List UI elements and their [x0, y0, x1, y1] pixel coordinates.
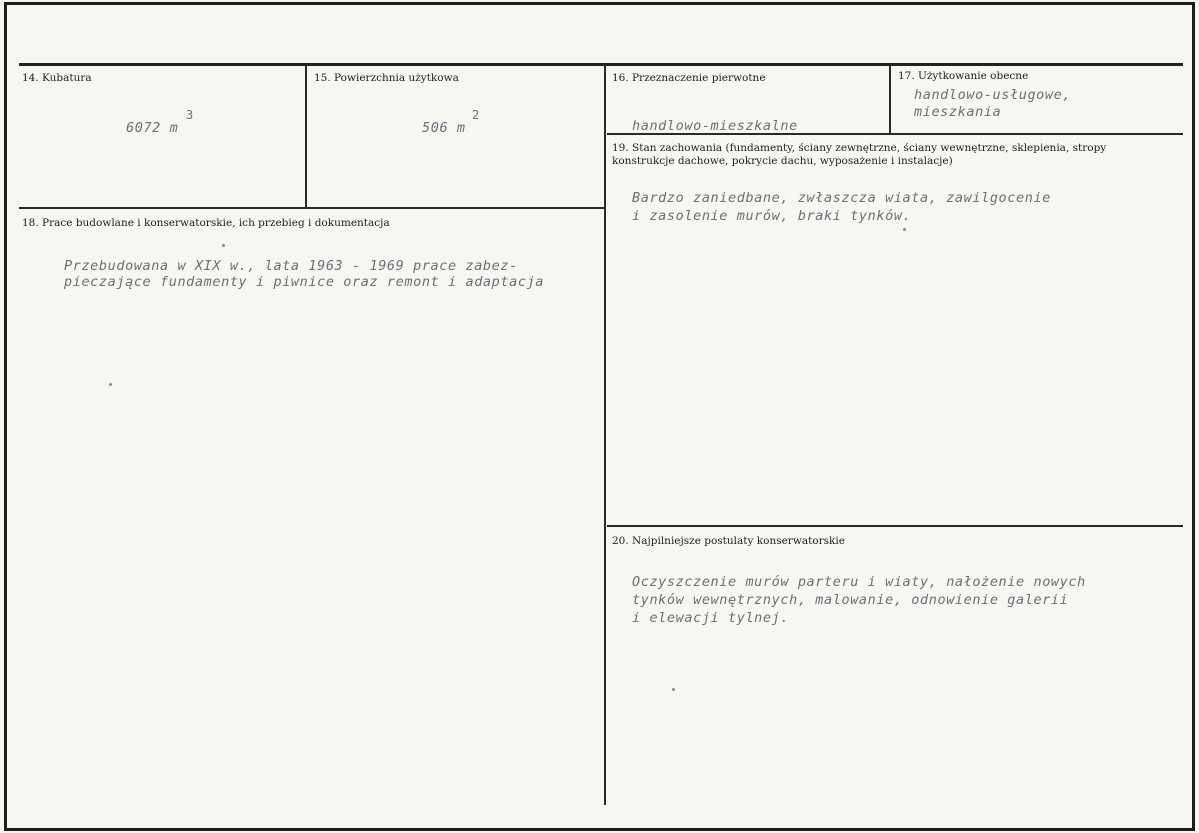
divider-14-15	[305, 65, 307, 208]
field-19-label-line-2: konstrukcje dachowe, pokrycie dachu, wyposażenie i instalacje)	[612, 155, 953, 167]
field-17-label: 17. Użytkowanie obecne	[898, 70, 1029, 82]
field-18-value-line-1: Przebudowana w XIX w., lata 1963 - 1969 prace zabez-	[64, 258, 518, 274]
field-20-value-line-2: tynków wewnętrznych, malowanie, odnowienie galerii	[632, 592, 1069, 608]
field-17-value-line-1: handlowo-usługowe,	[914, 87, 1072, 103]
section20-top-rule	[607, 525, 1183, 527]
field-15-unit-exponent: 2	[472, 108, 480, 122]
field-19-value-line-1: Bardzo zaniedbane, zwłaszcza wiata, zawilgocenie	[632, 190, 1051, 206]
field-19-label-line-1: 19. Stan zachowania (fundamenty, ściany zewnętrzne, ściany wewnętrzne, sklepienia, stropy	[612, 142, 1107, 154]
field-20-label: 20. Najpilniejsze postulaty konserwatorskie	[612, 535, 845, 547]
divider-16-17	[889, 65, 891, 134]
field-17-value-line-2: mieszkania	[914, 104, 1002, 120]
field-19-value-line-2: i zasolenie murów, braki tynków.	[632, 208, 912, 224]
field-18-value-line-2: pieczające fundamenty i piwnice oraz remont i adaptacja	[64, 274, 545, 290]
field-20-value-line-1: Oczyszczenie murów parteru i wiaty, nałożenie nowych	[632, 574, 1086, 590]
field-16-value: handlowo-mieszkalne	[632, 118, 798, 134]
divider-main	[604, 65, 606, 805]
field-14-label: 14. Kubatura	[22, 72, 92, 84]
form-card	[4, 2, 1195, 831]
field-18-label: 18. Prace budowlane i konserwatorskie, ich przebieg i dokumentacja	[22, 217, 390, 229]
paper-speck	[903, 228, 906, 231]
top-rule	[19, 63, 1183, 66]
paper-speck	[109, 383, 112, 386]
field-16-label: 16. Przeznaczenie pierwotne	[612, 72, 766, 84]
row1-bottom-rule-left	[19, 207, 605, 209]
field-15-label: 15. Powierzchnia użytkowa	[314, 72, 459, 84]
field-15-value: 506 m	[422, 120, 466, 136]
paper-speck	[672, 688, 675, 691]
paper-speck	[222, 244, 225, 247]
field-14-value: 6072 m	[126, 120, 179, 136]
field-20-value-line-3: i elewacji tylnej.	[632, 610, 790, 626]
field-18-value-area	[20, 250, 604, 310]
field-14-unit-exponent: 3	[186, 108, 194, 122]
